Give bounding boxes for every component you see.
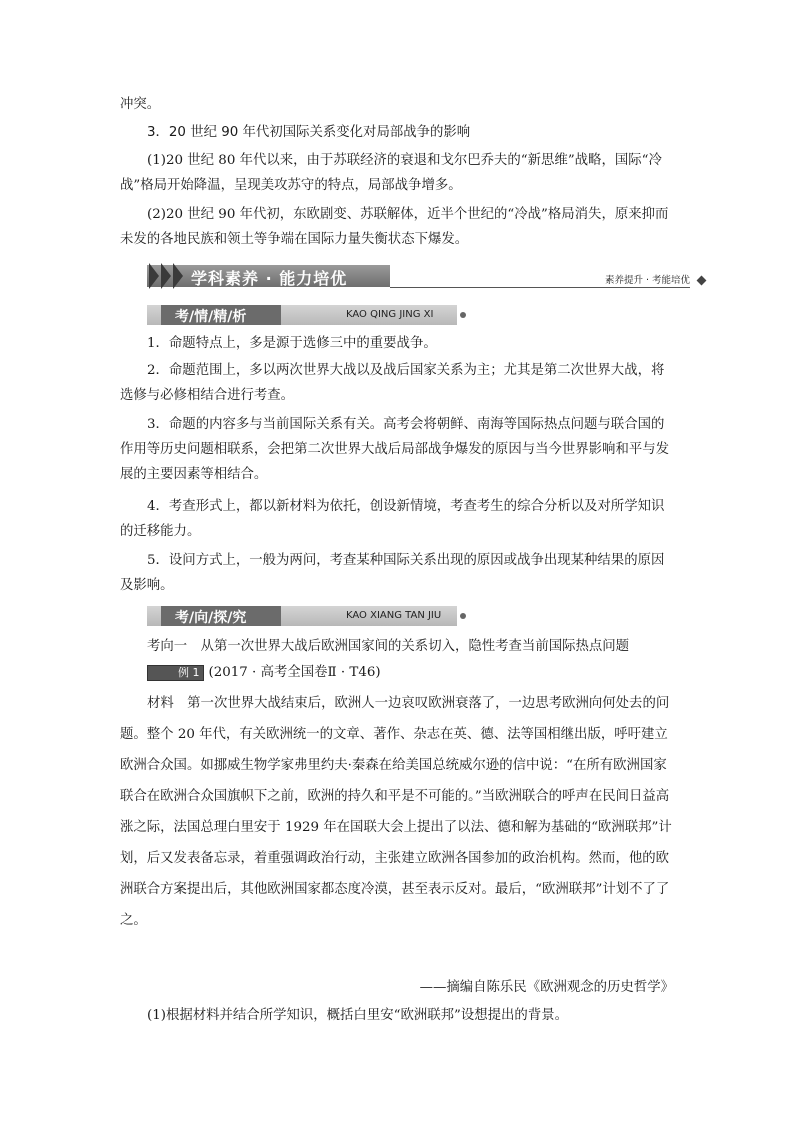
analysis-item: 5．设问方式上，一般为两问，考查某种国际关系出现的原因或战争出现某种结果的原因及影响。 (120, 553, 665, 593)
banner-subtitle: 素养提升 · 考能培优 (604, 275, 690, 286)
diamond-icon (697, 276, 707, 286)
banner-underline (390, 287, 690, 288)
banner-title: 学科素养 · 能力培优 (191, 269, 348, 288)
material-paragraph: 材料 第一次世界大战结束后，欧洲人一边哀叹欧洲衰落了，一边思考欧洲向何处去的问题。整个 20 年代，有关欧洲统一的文章、著作、杂志在英、德、法等国相继出版，呼吁建立欧洲合众国。如挪威生物学家弗里约夫·秦森在给美国总统威尔逊的信中说：“在所有欧洲国家联合在欧洲合众国旗帜下之前，欧洲的持久和平是不可能的。”当欧洲联合的呼声在民间日益高涨之际，法国总理白里安于 1929 年在国联大会上提出了以法、德和解为基础的“欧洲联邦”计划，后又发表备忘录，着重强调政治行动，主张建立欧洲各国参加的政治机构。然而，他的欧洲联合方案提出后，其他欧洲国家都态度冷漠，甚至表示反对。最后，“欧洲联邦”计划不了了之。 (120, 696, 672, 928)
analysis-item: 3．命题的内容多与当前国际关系有关。高考会将朝鲜、南海等国际热点问题与联合国的作用等历史问题相联系，会把第二次世界大战后局部战争爆发的原因与当今世界影响和平与发展的主要因素等相结合。 (120, 417, 670, 482)
item3-heading: 3．20 世纪 90 年代初国际关系变化对局部战争的影响 (147, 125, 471, 140)
question-1: (1)根据材料并结合所学知识，概括白里安“欧洲联邦”设想提出的背景。 (147, 1008, 568, 1023)
analysis-header (147, 305, 467, 325)
chevron-icon (173, 263, 183, 289)
section-banner (147, 263, 707, 289)
analysis-item: 2．命题范围上，多以两次世界大战以及战后国家关系为主；尤其是第二次世界大战，将选修与必修相结合进行考查。 (120, 363, 665, 403)
chevron-icon (149, 263, 159, 289)
chevron-icon (161, 263, 171, 289)
example-line (120, 660, 675, 685)
text-line: 冲突。 (120, 97, 161, 112)
item3-paragraph-1: (1)20 世纪 80 年代以来，由于苏联经济的衰退和戈尔巴乔夫的“新思维”战略，国际“冷战”格局开始降温，呈现美攻苏守的特点，局部战争增多。 (120, 153, 662, 193)
dot-icon (460, 613, 466, 619)
item3-paragraph-2: (2)20 世纪 90 年代初，东欧剧变、苏联解体，近半个世纪的“冷战”格局消失，原来抑而未发的各地民族和领土等争端在国际力量失衡状态下爆发。 (120, 207, 669, 247)
example-source: (2017 · 高考全国卷Ⅱ · T46) (208, 665, 381, 680)
explore-header (147, 606, 467, 626)
analysis-item: 1．命题特点上，多是源于选修三中的重要战争。 (147, 336, 437, 351)
analysis-header-title: 考/情/精/析 (175, 309, 247, 325)
explore-header-pinyin: KAO XIANG TAN JIU (346, 610, 442, 621)
analysis-item: 4．考查形式上，都以新材料为依托，创设新情境，考查考生的综合分析以及对所学知识的迁移能力。 (120, 499, 665, 539)
direction-title: 考向一 从第一次世界大战后欧洲国家间的关系切入，隐性考查当前国际热点问题 (147, 639, 630, 654)
dot-icon (460, 312, 466, 318)
citation: ——摘编自陈乐民《欧洲观念的历史哲学》 (419, 980, 674, 995)
analysis-header-pinyin: KAO QING JING XI (346, 309, 434, 320)
example-badge: 例 1 (147, 665, 204, 681)
explore-header-title: 考/向/探/究 (175, 610, 247, 626)
